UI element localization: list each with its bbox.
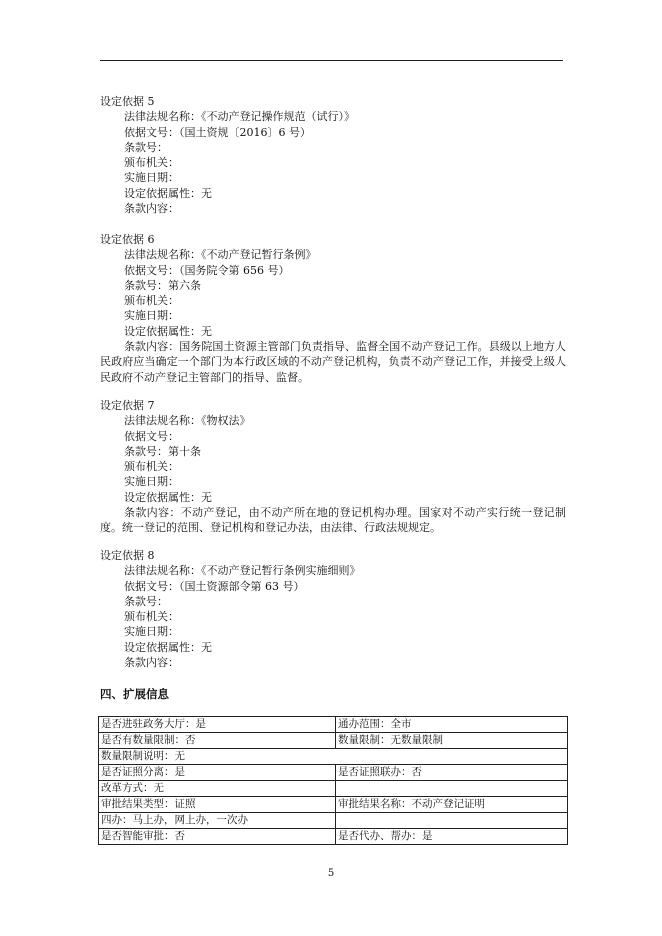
article-content: 条款内容：: [124, 656, 179, 670]
basis-attribute: 设定依据属性：无: [124, 640, 212, 654]
header-rule: [100, 60, 563, 61]
table-cell: 数量限制说明：无: [99, 749, 568, 765]
table-row: [99, 717, 568, 733]
table-cell: 是否智能审批：否: [99, 829, 336, 845]
effective-date: 实施日期：: [124, 171, 179, 185]
effective-date: 实施日期：: [124, 625, 179, 639]
basis-block-6: [100, 232, 566, 385]
table-cell: 是否代办、帮办：是: [336, 829, 568, 845]
table-cell: 是否有数量限制：否: [99, 733, 336, 749]
article-number: 条款号：第六条: [124, 278, 201, 292]
issuing-authority: 颁布机关：: [124, 294, 179, 308]
article-content: 条款内容：不动产登记，由不动产所在地的登记机构办理。国家对不动产实行统一登记制度。统一登记的范围、登记机构和登记办法，由法律、行政法规规定。: [100, 506, 566, 535]
table-row: [99, 797, 568, 813]
table-row: [99, 813, 568, 829]
table-row: [99, 765, 568, 781]
table-cell: 改革方式：无: [99, 781, 336, 797]
basis-attribute: 设定依据属性：无: [124, 490, 212, 504]
law-name: 法律法规名称：《不动产登记操作规范（试行）》: [124, 110, 355, 124]
basis-title: 设定依据 5: [100, 95, 155, 108]
article-number: 条款号：: [124, 594, 168, 608]
table-cell: 数量限制：无数量限制: [336, 733, 568, 749]
article-content: 条款内容：国务院国土资源主管部门负责指导、监督全国不动产登记工作。县级以上地方人民政府应当确定一个部门为本行政区域的不动产登记机构，负责不动产登记工作，并接受上级人民政府不动产登记主管部门的指导、监督。: [100, 340, 566, 384]
table-cell: 通办范围：全市: [336, 717, 568, 733]
basis-block-5: [100, 94, 566, 216]
article-number: 条款号：第十条: [124, 444, 201, 458]
table-cell: 是否证照联办：否: [336, 765, 568, 781]
issuing-authority: 颁布机关：: [124, 460, 179, 474]
table-row: [99, 749, 568, 765]
table-cell: 是否进驻政务大厅：是: [99, 717, 336, 733]
table-cell: [336, 813, 568, 829]
basis-attribute: 设定依据属性：无: [124, 324, 212, 338]
table-cell: 审批结果类型：证照: [99, 797, 336, 813]
basis-attribute: 设定依据属性：无: [124, 186, 212, 200]
table-cell: [336, 781, 568, 797]
basis-title: 设定依据 7: [100, 399, 155, 412]
doc-number: 依据文号：: [124, 429, 179, 443]
extended-info-table: [98, 716, 568, 845]
issuing-authority: 颁布机关：: [124, 610, 179, 624]
basis-block-7: [100, 398, 566, 536]
issuing-authority: 颁布机关：: [124, 156, 179, 170]
effective-date: 实施日期：: [124, 309, 179, 323]
basis-title: 设定依据 8: [100, 549, 155, 562]
law-name: 法律法规名称：《物权法》: [124, 414, 251, 428]
basis-title: 设定依据 6: [100, 233, 155, 246]
table-cell: 是否证照分离：是: [99, 765, 336, 781]
effective-date: 实施日期：: [124, 475, 179, 489]
doc-number: 依据文号：（国土资规〔2016〕6 号）: [124, 125, 311, 139]
law-name: 法律法规名称：《不动产登记暂行条例实施细则》: [124, 564, 361, 578]
table-cell: 四办：马上办，网上办，一次办: [99, 813, 336, 829]
law-name: 法律法规名称：《不动产登记暂行条例》: [124, 248, 317, 262]
doc-number: 依据文号：（国土资源部令第 63 号）: [124, 579, 305, 593]
doc-number: 依据文号：（国务院令第 656 号）: [124, 263, 290, 277]
article-content: 条款内容：: [124, 202, 179, 216]
table-row: [99, 733, 568, 749]
page-number: 5: [327, 868, 335, 879]
article-number: 条款号：: [124, 140, 168, 154]
table-row: [99, 781, 568, 797]
basis-block-8: [100, 548, 566, 670]
section-title: 四、扩展信息: [100, 687, 169, 701]
table-cell: 审批结果名称：不动产登记证明: [336, 797, 568, 813]
table-row: [99, 829, 568, 845]
